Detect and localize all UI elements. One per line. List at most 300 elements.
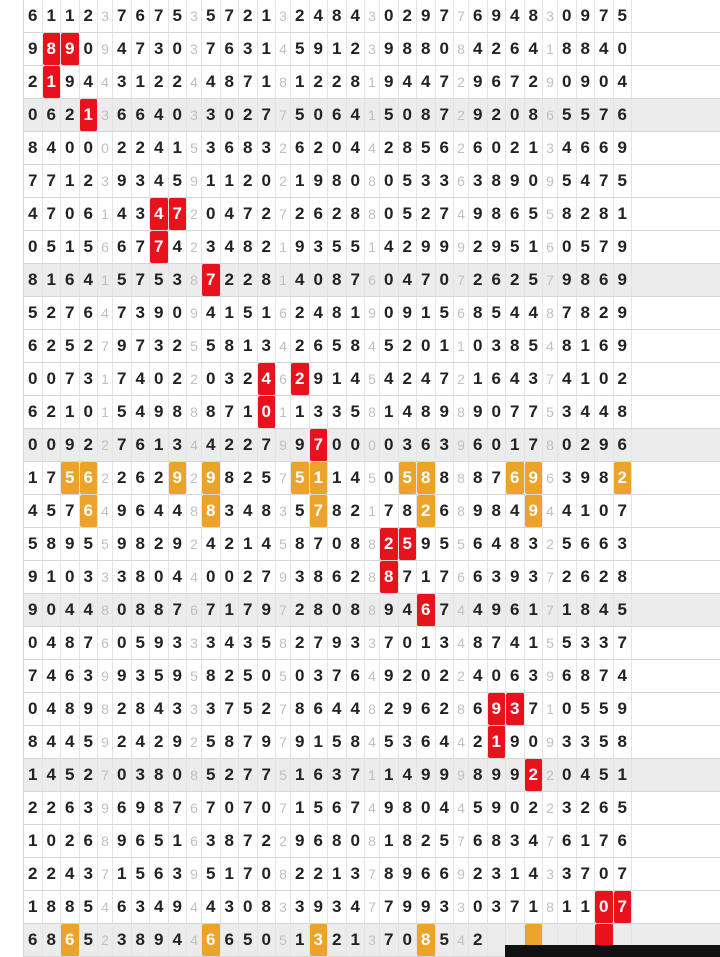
grid-digit: 0	[328, 528, 347, 560]
separator-digit: 8	[98, 693, 113, 725]
grid-digit: 9	[506, 165, 525, 197]
grid-digit: 9	[469, 198, 488, 230]
grid-digit: 1	[221, 858, 240, 890]
grid-digit: 4	[43, 132, 62, 164]
separator-digit: 3	[187, 0, 202, 32]
separator-digit: 6	[454, 561, 469, 593]
grid-digit: 9	[291, 429, 310, 461]
grid-digit: 8	[221, 66, 240, 98]
grid-digit: 0	[399, 627, 418, 659]
grid-digit: 2	[436, 693, 455, 725]
grid-digit: 6	[488, 363, 507, 395]
grid-digit: 7	[525, 429, 544, 461]
grid-digit: 5	[328, 330, 347, 362]
grid-digit: 8	[614, 726, 633, 758]
separator-digit: 4	[365, 792, 380, 824]
grid-digit: 9	[614, 693, 633, 725]
grid-digit: 3	[150, 330, 169, 362]
grid-digit: 6	[436, 858, 455, 890]
grid-row	[24, 165, 720, 198]
grid-digit: 1	[328, 462, 347, 494]
grid-digit: 0	[24, 363, 43, 395]
separator-digit: 7	[276, 594, 291, 626]
grid-digit: 2	[239, 0, 258, 32]
grid-digit: 9	[595, 429, 614, 461]
grid-digit: 4	[43, 660, 62, 692]
grid-digit: 3	[239, 627, 258, 659]
separator-digit: 2	[454, 363, 469, 395]
grid-digit: 8	[399, 33, 418, 65]
grid-digit: 8	[132, 693, 151, 725]
grid-digit: 8	[347, 594, 366, 626]
grid-digit: 7	[595, 660, 614, 692]
grid-row	[24, 264, 720, 297]
grid-digit: 5	[310, 792, 329, 824]
grid-digit: 6	[61, 924, 80, 956]
grid-digit: 2	[399, 363, 418, 395]
grid-digit: 3	[169, 858, 188, 890]
grid-digit: 8	[417, 99, 436, 131]
grid-digit: 1	[61, 231, 80, 263]
grid-digit: 0	[202, 363, 221, 395]
separator-digit: 2	[454, 132, 469, 164]
grid-digit: 7	[595, 165, 614, 197]
grid-digit: 8	[61, 693, 80, 725]
grid-digit: 4	[558, 132, 577, 164]
grid-digit: 6	[577, 132, 596, 164]
grid-digit: 7	[239, 825, 258, 857]
grid-digit: 2	[61, 825, 80, 857]
grid-digit: 4	[61, 858, 80, 890]
grid-digit: 0	[436, 264, 455, 296]
grid-digit: 9	[24, 594, 43, 626]
grid-digit: 6	[436, 495, 455, 527]
separator-digit: 7	[276, 693, 291, 725]
grid-digit: 8	[328, 0, 347, 32]
grid-digit: 0	[61, 132, 80, 164]
separator-digit: 4	[187, 66, 202, 98]
grid-digit: 6	[310, 759, 329, 791]
separator-digit: 8	[454, 33, 469, 65]
grid-row	[24, 693, 720, 726]
grid-digit: 6	[614, 825, 633, 857]
grid-digit: 2	[150, 726, 169, 758]
grid-digit: 9	[24, 33, 43, 65]
grid-digit: 5	[61, 759, 80, 791]
grid-digit: 1	[417, 627, 436, 659]
grid-digit: 5	[525, 330, 544, 362]
grid-digit: 8	[132, 561, 151, 593]
grid-digit: 3	[132, 759, 151, 791]
grid-digit: 0	[202, 561, 221, 593]
grid-digit: 4	[221, 198, 240, 230]
separator-digit: 9	[187, 297, 202, 329]
separator-digit: 8	[365, 198, 380, 230]
grid-digit: 4	[80, 594, 99, 626]
grid-digit: 7	[132, 231, 151, 263]
grid-digit: 6	[113, 231, 132, 263]
grid-digit: 8	[417, 924, 436, 956]
grid-digit: 2	[169, 330, 188, 362]
grid-digit: 2	[24, 858, 43, 890]
number-grid	[24, 0, 720, 957]
grid-digit: 1	[169, 825, 188, 857]
separator-digit: 9	[276, 429, 291, 461]
grid-digit: 2	[43, 297, 62, 329]
grid-digit: 0	[417, 330, 436, 362]
grid-digit: 1	[347, 297, 366, 329]
grid-digit: 3	[436, 891, 455, 923]
grid-digit: 7	[61, 297, 80, 329]
separator-digit: 9	[543, 660, 558, 692]
grid-digit: 4	[328, 693, 347, 725]
grid-digit: 7	[347, 264, 366, 296]
grid-digit: 8	[488, 198, 507, 230]
grid-digit: 0	[328, 594, 347, 626]
grid-digit: 7	[347, 792, 366, 824]
separator-digit: 9	[543, 165, 558, 197]
grid-digit: 6	[506, 660, 525, 692]
grid-digit: 8	[132, 594, 151, 626]
grid-digit: 0	[43, 363, 62, 395]
grid-digit: 8	[506, 330, 525, 362]
grid-digit: 3	[80, 858, 99, 890]
grid-digit: 6	[221, 132, 240, 164]
grid-digit: 1	[202, 165, 221, 197]
grid-digit: 8	[61, 891, 80, 923]
grid-digit: 3	[347, 858, 366, 890]
grid-digit: 2	[380, 132, 399, 164]
separator-digit: 7	[365, 891, 380, 923]
grid-digit: 6	[469, 693, 488, 725]
separator-digit: 3	[365, 924, 380, 956]
grid-digit: 6	[80, 495, 99, 527]
grid-digit: 0	[113, 627, 132, 659]
grid-digit: 6	[595, 792, 614, 824]
grid-digit: 5	[488, 297, 507, 329]
grid-digit: 5	[291, 495, 310, 527]
grid-digit: 4	[169, 561, 188, 593]
grid-digit: 2	[488, 99, 507, 131]
grid-digit: 5	[558, 528, 577, 560]
separator-digit: 8	[365, 396, 380, 428]
grid-digit: 2	[310, 66, 329, 98]
grid-digit: 9	[436, 231, 455, 263]
grid-digit: 9	[525, 495, 544, 527]
grid-digit: 2	[469, 264, 488, 296]
grid-digit: 9	[614, 231, 633, 263]
grid-digit: 1	[258, 297, 277, 329]
grid-digit: 5	[291, 99, 310, 131]
grid-digit: 4	[469, 594, 488, 626]
grid-digit: 8	[221, 825, 240, 857]
grid-digit: 1	[506, 429, 525, 461]
grid-digit: 2	[113, 462, 132, 494]
separator-digit: 8	[365, 594, 380, 626]
grid-digit: 5	[436, 528, 455, 560]
grid-digit: 9	[169, 891, 188, 923]
grid-digit: 4	[150, 495, 169, 527]
grid-digit: 3	[399, 726, 418, 758]
grid-digit: 5	[558, 165, 577, 197]
grid-digit: 0	[169, 33, 188, 65]
grid-row	[24, 561, 720, 594]
separator-digit: 8	[454, 396, 469, 428]
grid-digit: 7	[113, 0, 132, 32]
grid-digit: 8	[417, 462, 436, 494]
grid-digit: 9	[488, 594, 507, 626]
separator-digit: 7	[276, 462, 291, 494]
grid-digit: 6	[436, 132, 455, 164]
grid-digit: 2	[258, 231, 277, 263]
grid-digit: 8	[24, 264, 43, 296]
separator-digit: 5	[276, 759, 291, 791]
separator-digit: 6	[187, 825, 202, 857]
grid-digit: 2	[469, 726, 488, 758]
grid-digit: 3	[577, 627, 596, 659]
grid-digit: 2	[525, 66, 544, 98]
grid-digit: 9	[113, 330, 132, 362]
separator-digit: 7	[543, 561, 558, 593]
grid-digit: 5	[328, 726, 347, 758]
grid-digit: 0	[291, 660, 310, 692]
grid-digit: 3	[221, 495, 240, 527]
grid-digit: 7	[202, 594, 221, 626]
separator-digit: 2	[187, 462, 202, 494]
separator-digit: 5	[543, 627, 558, 659]
grid-digit: 9	[525, 462, 544, 494]
separator-digit: 3	[365, 627, 380, 659]
grid-digit: 2	[221, 759, 240, 791]
grid-digit: 0	[202, 198, 221, 230]
grid-digit: 3	[132, 660, 151, 692]
grid-digit: 1	[558, 594, 577, 626]
grid-digit: 2	[169, 363, 188, 395]
grid-digit: 8	[328, 495, 347, 527]
grid-digit: 1	[417, 297, 436, 329]
separator-digit: 8	[365, 528, 380, 560]
grid-digit: 3	[525, 528, 544, 560]
grid-digit: 4	[399, 66, 418, 98]
grid-digit: 7	[614, 627, 633, 659]
grid-digit: 7	[380, 891, 399, 923]
separator-digit: 4	[454, 726, 469, 758]
grid-digit: 4	[347, 363, 366, 395]
grid-digit: 7	[169, 198, 188, 230]
grid-digit: 2	[347, 495, 366, 527]
grid-digit: 9	[614, 132, 633, 164]
grid-digit: 4	[347, 99, 366, 131]
separator-digit: 2	[454, 99, 469, 131]
separator-digit: 4	[187, 924, 202, 956]
separator-digit: 1	[98, 198, 113, 230]
grid-digit: 3	[202, 231, 221, 263]
grid-digit: 5	[239, 693, 258, 725]
grid-digit: 7	[506, 396, 525, 428]
separator-digit: 4	[98, 297, 113, 329]
grid-digit: 4	[169, 231, 188, 263]
grid-digit: 4	[347, 132, 366, 164]
grid-digit: 9	[399, 693, 418, 725]
grid-digit: 7	[80, 627, 99, 659]
separator-digit: 4	[187, 429, 202, 461]
separator-digit: 3	[543, 132, 558, 164]
grid-digit: 8	[310, 594, 329, 626]
grid-digit: 8	[595, 462, 614, 494]
grid-digit: 2	[80, 759, 99, 791]
grid-digit: 0	[417, 792, 436, 824]
grid-digit: 6	[61, 792, 80, 824]
separator-digit: 1	[365, 66, 380, 98]
grid-digit: 7	[61, 363, 80, 395]
grid-digit: 9	[506, 726, 525, 758]
separator-digit: 6	[454, 297, 469, 329]
grid-digit: 3	[558, 858, 577, 890]
grid-digit: 4	[132, 726, 151, 758]
grid-digit: 0	[239, 891, 258, 923]
grid-digit: 7	[239, 726, 258, 758]
grid-digit: 4	[525, 297, 544, 329]
grid-digit: 5	[347, 231, 366, 263]
grid-digit: 4	[113, 198, 132, 230]
separator-digit: 6	[187, 594, 202, 626]
grid-digit: 3	[113, 924, 132, 956]
grid-digit: 7	[506, 66, 525, 98]
grid-digit: 4	[417, 66, 436, 98]
grid-digit: 4	[150, 891, 169, 923]
grid-digit: 4	[399, 594, 418, 626]
grid-digit: 4	[239, 495, 258, 527]
grid-digit: 3	[614, 528, 633, 560]
separator-digit: 3	[365, 33, 380, 65]
grid-digit: 3	[291, 561, 310, 593]
grid-digit: 4	[506, 627, 525, 659]
grid-digit: 1	[239, 528, 258, 560]
separator-digit: 9	[187, 858, 202, 890]
separator-digit: 5	[276, 924, 291, 956]
grid-digit: 3	[310, 660, 329, 692]
grid-digit: 0	[417, 660, 436, 692]
grid-digit: 9	[380, 792, 399, 824]
grid-digit: 3	[258, 330, 277, 362]
grid-digit: 0	[380, 297, 399, 329]
grid-digit: 9	[291, 825, 310, 857]
grid-digit: 7	[614, 495, 633, 527]
separator-digit: 7	[98, 759, 113, 791]
grid-digit: 0	[469, 330, 488, 362]
grid-digit: 9	[113, 660, 132, 692]
grid-digit: 4	[380, 363, 399, 395]
grid-digit: 2	[291, 297, 310, 329]
grid-digit: 6	[488, 264, 507, 296]
grid-digit: 2	[43, 792, 62, 824]
grid-digit: 0	[258, 660, 277, 692]
grid-digit: 7	[239, 759, 258, 791]
grid-digit: 8	[614, 561, 633, 593]
grid-digit: 3	[150, 33, 169, 65]
grid-digit: 8	[202, 495, 221, 527]
grid-digit: 0	[310, 99, 329, 131]
grid-digit: 8	[577, 264, 596, 296]
grid-digit: 7	[417, 264, 436, 296]
grid-digit: 8	[399, 495, 418, 527]
grid-digit: 4	[80, 264, 99, 296]
grid-row	[24, 495, 720, 528]
grid-digit: 7	[347, 759, 366, 791]
grid-digit: 4	[469, 660, 488, 692]
grid-digit: 0	[399, 99, 418, 131]
grid-digit: 2	[221, 528, 240, 560]
grid-digit: 6	[577, 528, 596, 560]
grid-row	[24, 132, 720, 165]
grid-digit: 8	[506, 528, 525, 560]
grid-digit: 4	[150, 132, 169, 164]
grid-digit: 1	[577, 495, 596, 527]
grid-digit: 1	[347, 924, 366, 956]
grid-digit: 8	[469, 627, 488, 659]
grid-digit: 9	[169, 660, 188, 692]
grid-digit: 9	[150, 297, 169, 329]
grid-digit: 9	[488, 759, 507, 791]
grid-digit: 3	[525, 660, 544, 692]
grid-digit: 8	[202, 396, 221, 428]
separator-digit: 7	[276, 198, 291, 230]
grid-digit: 1	[469, 363, 488, 395]
grid-digit: 9	[310, 891, 329, 923]
separator-digit: 4	[276, 33, 291, 65]
grid-digit: 6	[132, 429, 151, 461]
grid-digit: 9	[150, 396, 169, 428]
grid-digit: 0	[595, 363, 614, 395]
grid-digit: 8	[150, 792, 169, 824]
grid-digit: 1	[525, 594, 544, 626]
grid-digit: 3	[169, 627, 188, 659]
separator-digit: 6	[543, 231, 558, 263]
grid-digit: 9	[310, 165, 329, 197]
separator-digit: 4	[187, 891, 202, 923]
separator-digit: 3	[365, 0, 380, 32]
grid-digit: 7	[328, 660, 347, 692]
grid-digit: 8	[239, 231, 258, 263]
grid-digit: 4	[258, 363, 277, 395]
grid-digit: 6	[221, 924, 240, 956]
grid-digit: 0	[43, 825, 62, 857]
grid-digit: 2	[132, 132, 151, 164]
separator-digit: 5	[187, 330, 202, 362]
grid-digit: 4	[506, 0, 525, 32]
grid-digit: 3	[328, 759, 347, 791]
grid-digit: 0	[24, 627, 43, 659]
grid-digit: 3	[488, 561, 507, 593]
grid-digit: 2	[291, 858, 310, 890]
grid-digit: 9	[380, 660, 399, 692]
grid-digit: 7	[310, 528, 329, 560]
grid-digit: 2	[328, 924, 347, 956]
grid-digit: 5	[614, 594, 633, 626]
separator-digit: 7	[543, 825, 558, 857]
separator-digit: 8	[365, 825, 380, 857]
grid-digit: 5	[525, 264, 544, 296]
grid-digit: 4	[43, 759, 62, 791]
separator-digit: 6	[543, 99, 558, 131]
grid-digit: 2	[347, 33, 366, 65]
grid-digit: 2	[595, 297, 614, 329]
grid-digit: 4	[310, 297, 329, 329]
grid-digit: 6	[417, 594, 436, 626]
grid-digit: 0	[258, 165, 277, 197]
grid-digit: 1	[291, 759, 310, 791]
grid-digit: 1	[24, 462, 43, 494]
